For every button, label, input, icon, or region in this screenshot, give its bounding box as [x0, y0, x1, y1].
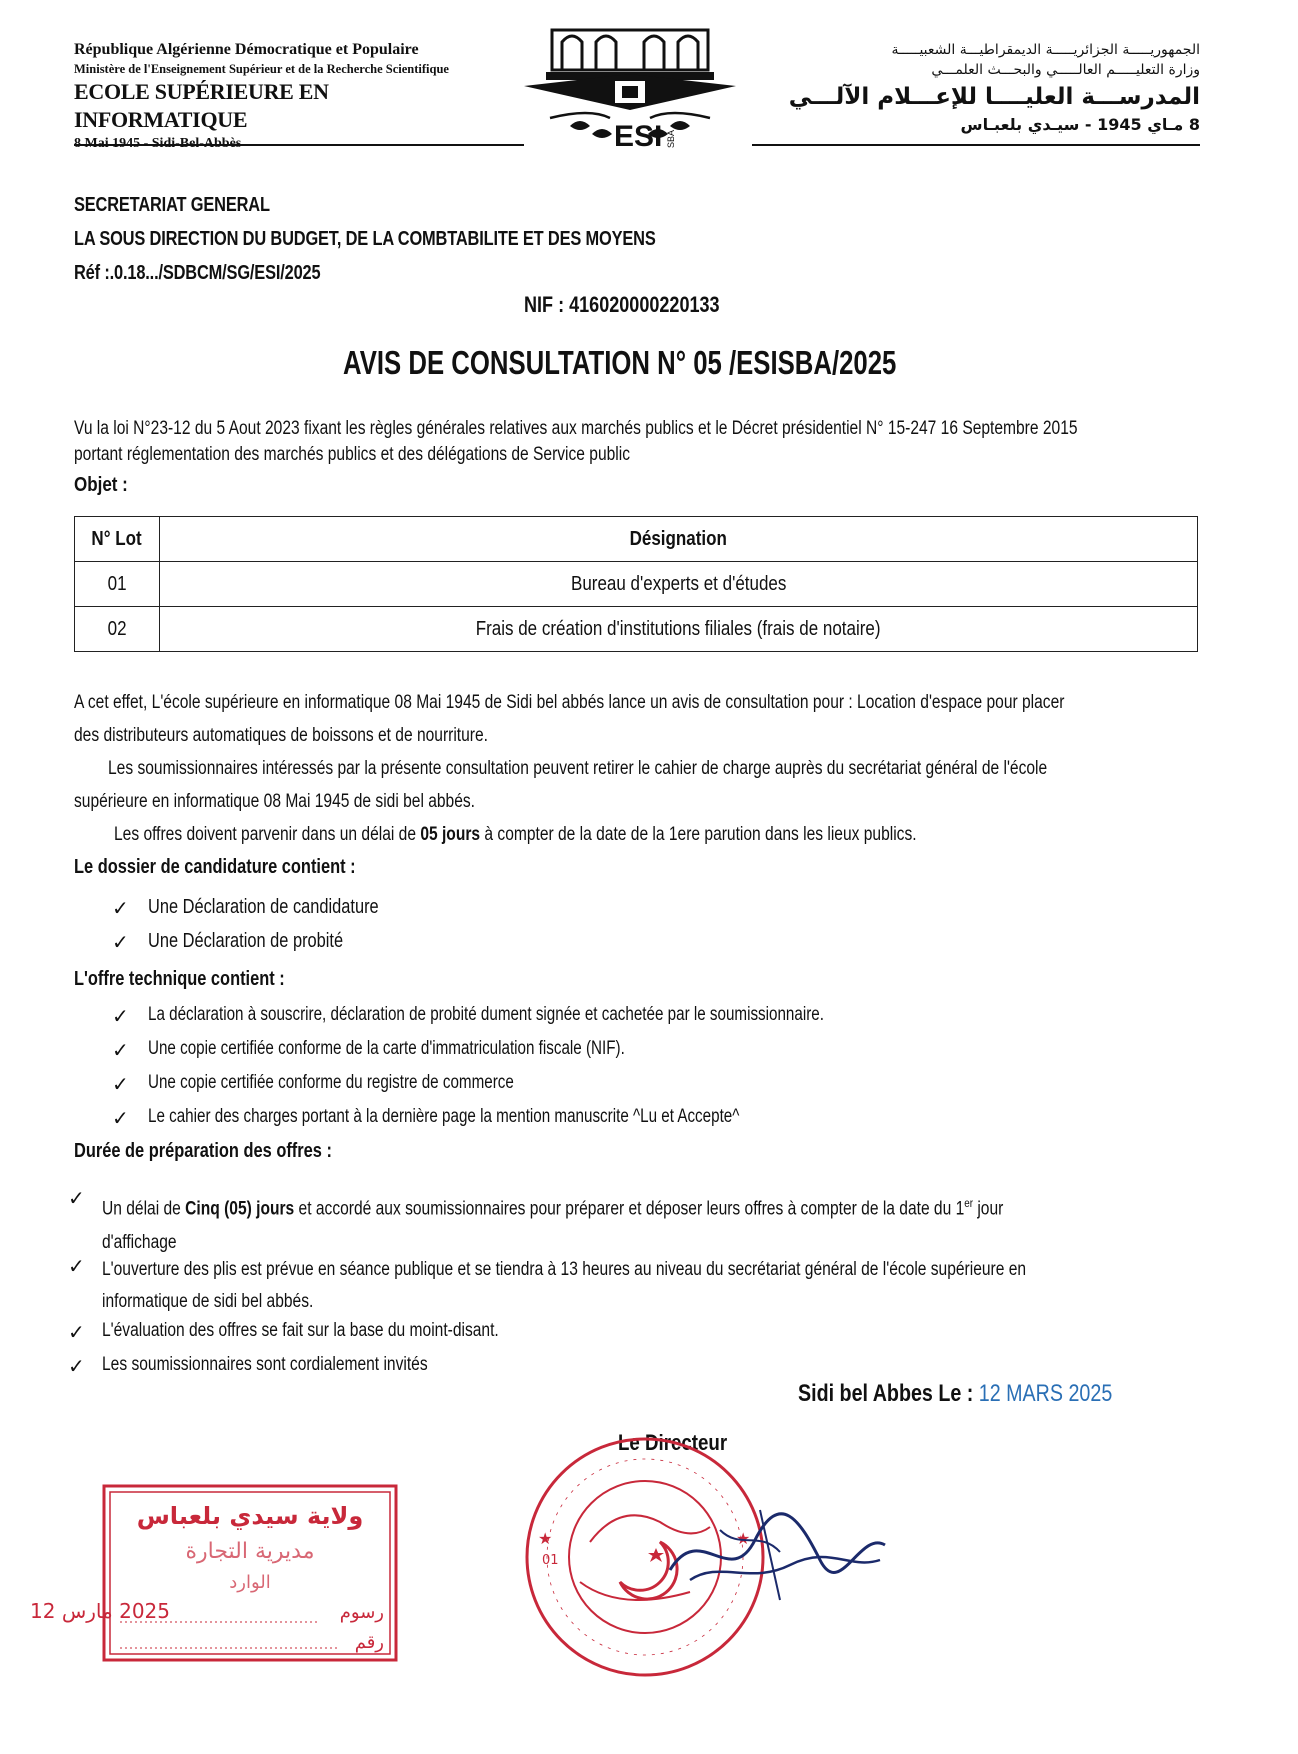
technique-item: La déclaration à souscrire, déclaration de probité dument signée et cachetée par le soumissionnaire. [148, 1004, 824, 1025]
table-row [75, 562, 1198, 607]
technique-item: Une copie certifiée conforme de la carte d'immatriculation fiscale (NIF). [148, 1038, 625, 1059]
dossier-heading: Le dossier de candidature contient : [74, 856, 356, 878]
esi-logo [510, 14, 750, 164]
duree-item: L'ouverture des plis est prévue en séance publique et se tiendra à 13 heures au niveau du secrétariat général de l'école supérieure en informatique de sidi bel abbés. [102, 1259, 1027, 1312]
lot-number: 01 [75, 562, 160, 607]
signature-date-line [798, 1380, 1181, 1408]
check-icon: ✓ [112, 1108, 129, 1130]
lots-table [74, 516, 1198, 652]
header-left-block [74, 40, 494, 154]
svg-text:★: ★ [736, 1529, 751, 1548]
school-name-ar: المدرســـة العليــــا للإعـــلام الآلـــي [788, 84, 1200, 110]
objet-label [74, 474, 137, 497]
p1-line-2: des distributeurs automatiques de boissons et de nourriture. [74, 725, 488, 746]
reference-line: Réf :.0.18.../SDBCM/SG/ESI/2025 [74, 262, 321, 284]
duree-item: Les soumissionnaires sont cordialement invités [102, 1354, 428, 1375]
check-icon: ✓ [68, 1188, 85, 1210]
p1-line-1: A cet effet, L'école supérieure en informatique 08 Mai 1945 de Sidi bel abbés lance un avis de consultation pour : Location d'espace pour placer [74, 692, 1065, 713]
stamp-label-2: رقم [354, 1632, 384, 1653]
stamp-wilaya: ولاية سيدي بلعباس [136, 1502, 364, 1530]
nif-number: NIF : 416020000220133 [524, 292, 720, 317]
technique-heading: L'offre technique contient : [74, 968, 285, 990]
stamp-label-1: رسوم [339, 1602, 384, 1623]
intro-line-2: portant réglementation des marchés publics et des délégations de Service public [74, 444, 631, 465]
logo-subtext: SBA [666, 129, 676, 148]
lot-designation: Bureau d'experts et d'études [160, 562, 1198, 607]
svg-text:★: ★ [538, 1529, 553, 1548]
school-address-ar: 8 مـاي 1945 - سيـدي بلعبـاس [960, 115, 1200, 134]
sub-direction-line: LA SOUS DIRECTION DU BUDGET, DE LA COMBTABILITE ET DES MOYENS [74, 228, 656, 250]
check-icon: ✓ [112, 932, 129, 954]
p2-line-1: Les soumissionnaires intéressés par la présente consultation peuvent retirer le cahier de charge auprès du secrétariat général de l'école [108, 758, 1048, 779]
school-name: ECOLE SUPÉRIEURE EN INFORMATIQUE [74, 79, 329, 132]
signature-place: Sidi bel Abbes Le : [798, 1380, 974, 1407]
lot-designation: Frais de création d'institutions filiales (frais de notaire) [160, 607, 1198, 652]
intro-paragraph [74, 414, 1200, 470]
check-icon: ✓ [112, 898, 129, 920]
republic-line-ar: الجمهوريـــــة الجزائريـــــة الديمقراطيـــة الشعبيـــــة [891, 42, 1200, 58]
school-address: 8 Mai 1945 - Sidi-Bel-Abbès [74, 136, 242, 151]
p3-line: Les offres doivent parvenir dans un délai de 05 jours à compter de la date de la 1ere parution dans les lieux publics. [114, 824, 917, 845]
header-lot: N° Lot [75, 517, 160, 562]
duree-item: L'évaluation des offres se fait sur la base du moint-disant. [102, 1320, 499, 1341]
body-paragraphs [74, 686, 1200, 851]
director-signature [660, 1490, 890, 1610]
objet-label-text: Objet : [74, 474, 128, 496]
svg-text:01: 01 [542, 1553, 559, 1568]
dossier-item: Une Déclaration de probité [148, 930, 344, 952]
document-title [0, 344, 1240, 382]
check-icon: ✓ [112, 1040, 129, 1062]
lot-number: 02 [75, 607, 160, 652]
logo-text: ESI [614, 120, 663, 153]
date-stamp: 12 MARS 2025 [978, 1380, 1113, 1407]
secretariat-line: SECRETARIAT GENERAL [74, 194, 270, 216]
stamp-direction: مديرية التجارة [185, 1539, 315, 1564]
technique-item: Le cahier des charges portant à la dernière page la mention manuscrite ^Lu et Accepte^ [148, 1106, 740, 1127]
header-right-block [780, 40, 1200, 136]
republic-line: République Algérienne Démocratique et Populaire [74, 41, 419, 58]
check-icon: ✓ [68, 1256, 85, 1278]
check-icon: ✓ [112, 1006, 129, 1028]
document-title-text: AVIS DE CONSULTATION N° 05 /ESISBA/2025 [343, 344, 897, 381]
intro-line-1: Vu la loi N°23-12 du 5 Aout 2023 fixant les règles générales relatives aux marchés publics et le Décret présidentiel N° 15-247 16 Septembre 2015 [74, 418, 1078, 439]
check-icon: ✓ [68, 1356, 85, 1378]
reception-stamp [30, 1482, 400, 1664]
p2-line-2: supérieure en informatique 08 Mai 1945 de sidi bel abbés. [74, 791, 476, 812]
director-title: Le Directeur [618, 1430, 728, 1455]
technique-item: Une copie certifiée conforme du registre de commerce [148, 1072, 514, 1093]
duree-item: Un délai de Cinq (05) jours et accordé aux soumissionnaires pour préparer et déposer leurs offres à compter de la date du 1er jour d'affichage [102, 1196, 1004, 1254]
secretariat-block [74, 188, 656, 290]
stamp-incoming: الوارد [229, 1572, 271, 1593]
table-header-row [75, 517, 1198, 562]
header-rule-right [752, 144, 1200, 146]
duree-heading: Durée de préparation des offres : [74, 1140, 332, 1162]
dossier-item: Une Déclaration de candidature [148, 896, 379, 918]
header-designation: Désignation [160, 517, 1198, 562]
check-icon: ✓ [68, 1322, 85, 1344]
check-icon: ✓ [112, 1074, 129, 1096]
header-rule-left [74, 144, 524, 146]
stamp-date: 2025 مارس 12 [30, 1599, 170, 1623]
ministry-line: Ministère de l'Enseignement Supérieur et de la Recherche Scientifique [74, 62, 449, 76]
ministry-line-ar: وزارة التعليـــــم العالـــــي والبحـــث العلمـــي [931, 62, 1200, 78]
table-row [75, 607, 1198, 652]
